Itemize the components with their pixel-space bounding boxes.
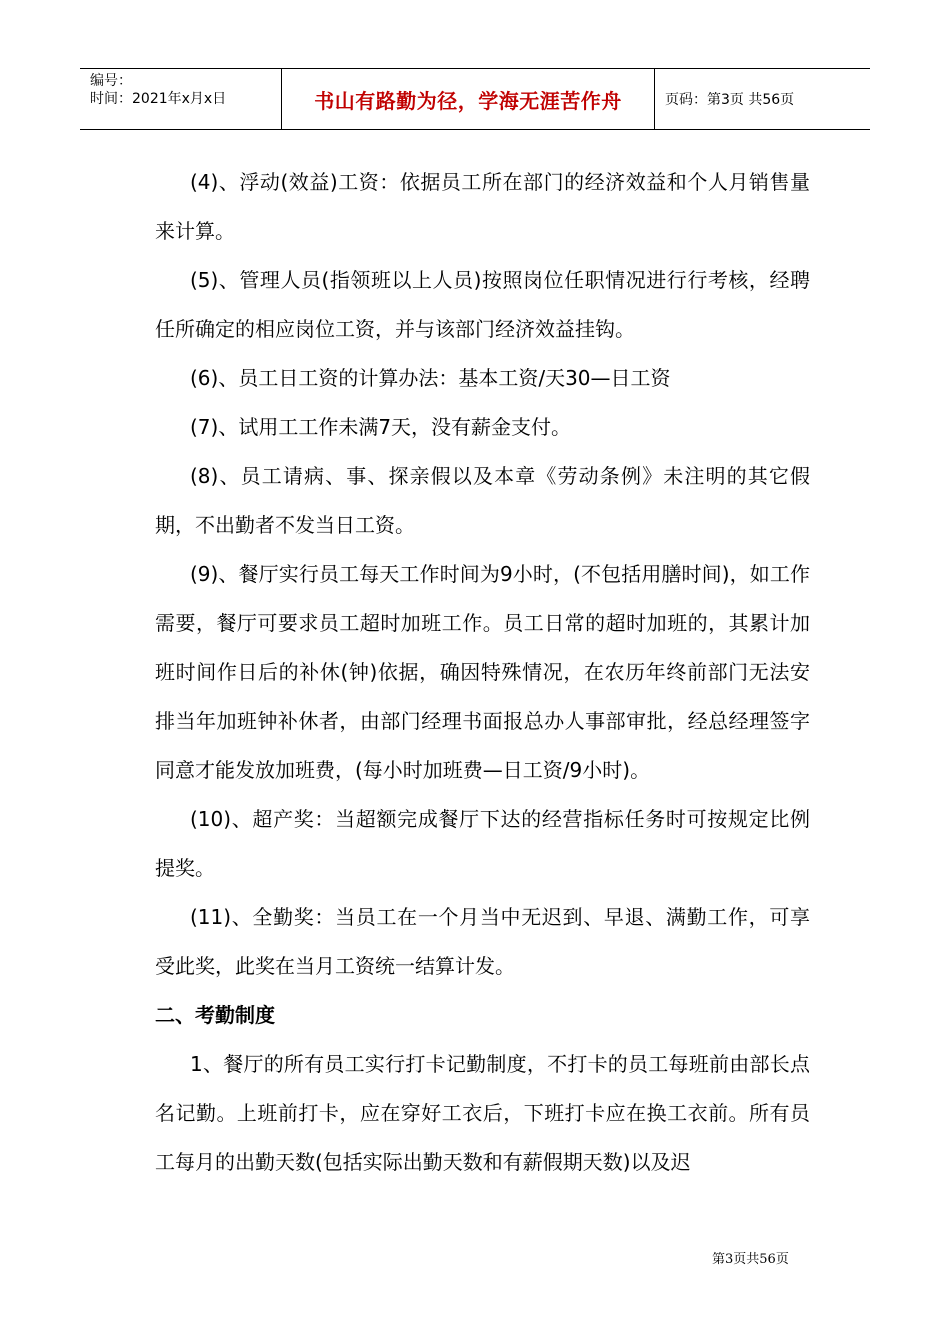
section-paragraph-1: 1、餐厅的所有员工实行打卡记勤制度，不打卡的员工每班前由部长点名记勤。上班前打卡，应在穿好工衣后，下班打卡应在换工衣前。所有员工每月的出勤天数(包括实际出勤天数和有薪假期天数)以及迟 bbox=[155, 1052, 810, 1174]
paragraph-5: (5)、管理人员(指领班以上人员)按照岗位任职情况进行行考核，经聘任所确定的相应岗位工资，并与该部门经济效益挂钩。 bbox=[155, 268, 810, 341]
paragraph-10: (10)、超产奖：当超额完成餐厅下达的经营指标任务时可按规定比例提奖。 bbox=[155, 807, 810, 880]
section-heading: 二、考勤制度 bbox=[155, 1003, 275, 1027]
paragraph-4: (4)、浮动(效益)工资：依据员工所在部门的经济效益和个人月销售量来计算。 bbox=[155, 170, 810, 243]
paragraph-6: (6)、员工日工资的计算办法：基本工资/天30—日工资 bbox=[190, 366, 671, 390]
header-table bbox=[80, 68, 870, 130]
page-footer: 第3页共56页 bbox=[712, 1252, 789, 1267]
header-page-label: 页码：第3页 共56页 bbox=[665, 92, 795, 108]
paragraph-8: (8)、员工请病、事、探亲假以及本章《劳动条例》未注明的其它假期，不出勤者不发当日工资。 bbox=[155, 464, 810, 537]
document-number-label: 编号： bbox=[90, 73, 132, 89]
header-motto: 书山有路勤为径，学海无涯苦作舟 bbox=[282, 69, 655, 129]
paragraph-7: (7)、试用工工作未满7天，没有薪金支付。 bbox=[190, 415, 572, 439]
paragraph-11: (11)、全勤奖：当员工在一个月当中无迟到、早退、满勤工作，可享受此奖，此奖在当月工资统一结算计发。 bbox=[155, 905, 810, 978]
document-body bbox=[155, 158, 810, 1187]
document-date-label: 时间：2021年x月x日 bbox=[90, 91, 227, 107]
header-left-cell bbox=[80, 69, 282, 129]
paragraph-9: (9)、餐厅实行员工每天工作时间为9小时，(不包括用膳时间)，如工作需要，餐厅可要求员工超时加班工作。员工日常的超时加班的，其累计加班时间作日后的补休(钟)依据，确因特殊情况，在农历年终前部门无法安排当年加班钟补休者，由部门经理书面报总办人事部审批，经总经理签字同意才能发放加班费，(每小时加班费—日工资/9小时)。 bbox=[155, 562, 810, 782]
